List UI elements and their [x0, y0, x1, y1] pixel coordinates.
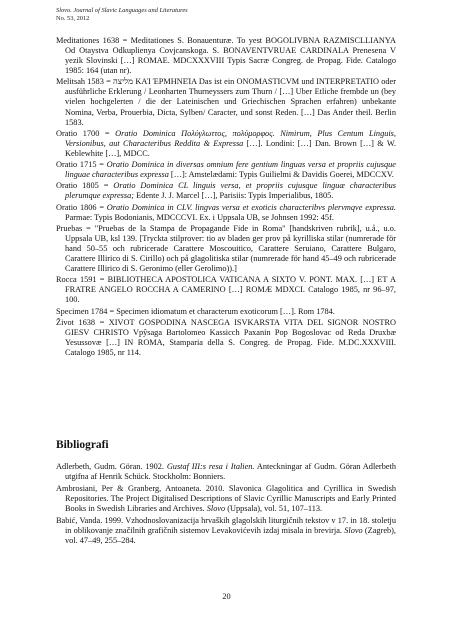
page-number: 20 — [222, 592, 231, 601]
entry-title-italic: Gustaf III:s resa i Italien. — [166, 462, 255, 471]
bibliography-list — [56, 462, 396, 548]
entry-text: […]: Amstelædami: Typis Guilielmi & Davidis Goerei, MDCCXV. — [168, 170, 394, 180]
entry-text: Oratio 1715 = — [56, 160, 107, 170]
entry-text: Edente J. J. Marcel […], Parisiis: Typis Imperialibus, 1805. — [134, 191, 334, 201]
entry-text: Ambrosiani, Per & Granberg, Antoaneta. 2010. Slavonica Glagolitica and Cyrillica in Swedish Repositories. The Project Digitalised Descriptions of Slavic Cyrillic Manuscripts and Early Printed Books in Swedish Libraries and Archives. — [56, 484, 396, 514]
entry-title-italic: Oratio Dominica in diversas omnium fere gentium linguas versa et propriis cujusque linguae characteribus expressa — [65, 160, 396, 180]
bibliography-entry — [56, 516, 396, 546]
entry-text: (Uppsala), vol. 51, 107–113. — [225, 504, 323, 514]
source-entry — [56, 36, 396, 76]
entry-title-italic: Oratio Dominica CL linguis versa, et propriis cujusque linguæ characteribus plerumque expressa; — [65, 181, 396, 201]
source-list — [56, 36, 396, 359]
issue-number: No. 53, 2012 — [56, 15, 90, 23]
entry-text: Oratio 1806 = — [56, 202, 107, 212]
source-entry — [56, 307, 396, 317]
source-entry — [56, 275, 396, 305]
entry-text: […]. Londini: […] Dan. Brown […] & W. Keblewhite […], MDCC. — [65, 138, 396, 158]
entry-title-italic: Slovo — [344, 526, 363, 536]
entry-text: Život 1638 = XIVOT GOSPODINA NASCEGA ISVKARSTA VITA DEL SIGNOR NOSTRO GIESV CHRISTO Vpŷsaga Bartolomeo Kassicch Paxanin Pop Bogoslovac od Reda Druxbæ Yesussovæ […] IN ROMA, Stamparia della S. Congreg. de Propag. Fide. M.DC.XXXVIII. Catalogo 1985, nr 114. — [56, 317, 396, 358]
source-entry — [56, 181, 396, 201]
source-entry — [56, 77, 396, 127]
entry-text: Specimen 1784 = Specimen idiomatum et characterum exoticorum […]. Rom 1784. — [56, 306, 335, 316]
entry-text: Anteckningar af Gudm. Göran Adlerbeth utgifna af Henrik Schück. Stockholm: Bonniers. — [65, 462, 396, 482]
entry-text: Adlerbeth, Gudm. Göran. 1902. — [56, 462, 167, 471]
entry-title-italic: Oratio Dominica Πολύγλωττος, πολύμορφος. Nimirum, Plus Centum Linguis, Versionibus, aut Characteribus Reddita & Expressa — [65, 128, 396, 148]
source-entry — [56, 129, 396, 159]
source-entry — [56, 224, 396, 274]
running-head — [56, 7, 396, 24]
source-entry — [56, 318, 396, 358]
source-entry — [56, 160, 396, 180]
entry-text: Pruebas = "Pruebas de la Stampa de Propagande Fide in Roma" [handskriven rubrik], u.å., u.o. Uppsala UB, ksl 139. [Tryckta stilprover: tio av bladen ger prov på kyrilliska stilar (numrerade för hand 50–55 och rubricerade Carattere Moscouitico, Carattere Seruiano, Carattere Bulgaro, Carattere Illirico di S. Cirillo) och på glagolitiska stilar (numrerade för hand 45–49 och rubricerade Carattere Illirico di S. Geronimo (eller Gerolimo)).] — [56, 223, 396, 274]
entry-text: Oratio 1805 = — [56, 181, 114, 191]
entry-text: Oratio 1700 = — [56, 128, 116, 138]
bibliography-heading: Bibliografi — [56, 439, 109, 451]
entry-title-italic: Oratio Dominica in CLV. lingvas versa et exoticis characteribvs plervmqve expressa. — [106, 202, 396, 212]
entry-text: Babić, Vanda. 1999. Vzhodnoslovanizacija hrvaških glagolskih liturgičnih tekstov v 17. in 18. stoletju in oblikovanje značilnih grafičnih sistemov Levakovićevih izdaj misala in brevirja. — [56, 516, 396, 536]
entry-title-italic: Slovo — [206, 504, 226, 514]
entry-text: Meditationes 1638 = Meditationes S. Bonauenturæ. To yest BOGOLIVBNA RAZMISCLLIANYA Od Otaystva Odkuplienya Covjcanskoga. S. BONAVENTVRUAE CARDINALA Prenesena V yezik Slovinski […] ROMAE. MDCXXXVIII Typis Sacræ Congreg. de Propag. Fide. Catalogo 1985: 164 (utan nr). — [56, 36, 396, 76]
entry-text: Parmae: Typis Bodonianis, MDCCCVI. Ex. i Uppsala UB, se Johnsen 1992: 45f. — [65, 212, 334, 222]
bibliography-entry — [56, 462, 396, 482]
journal-name: Slovo. Journal of Slavic Languages and Literatures — [56, 7, 188, 14]
entry-text: Melitsah 1583 = מליצה ΚΑΊ ΈΡΜΗΝΕΊΑ Das ist ein ONOMASTICVM und INTERPRETATIO oder ausführliche Erklerung / Leonharten Thurneyssers zum Thurn / […] Uber Etliche frembde un (bey vielen hochgelerten / die der Lateinischen und Griechischen Sprachen erfahren) unbekante Nomina, Verba, Prouerbia, Dicta, Sylben/ Caracter, und sonst Reden. […] Das Ander theil. Berlin 1583. — [56, 77, 396, 127]
source-entry — [56, 203, 396, 223]
bibliography-entry — [56, 484, 396, 514]
entry-text: (Zagreb), vol. 47–49, 255–284. — [65, 526, 396, 546]
entry-text: Rocca 1591 = BIBLIOTHECA APOSTOLICA VATICANA A SIXTO V. PONT. MAX. […] ET A FRATRE ANGELO ROCCHA A CAMERINO […] ROMÆ MDXCI. Catalogo 1985, nr 96–97, 100. — [56, 275, 396, 305]
